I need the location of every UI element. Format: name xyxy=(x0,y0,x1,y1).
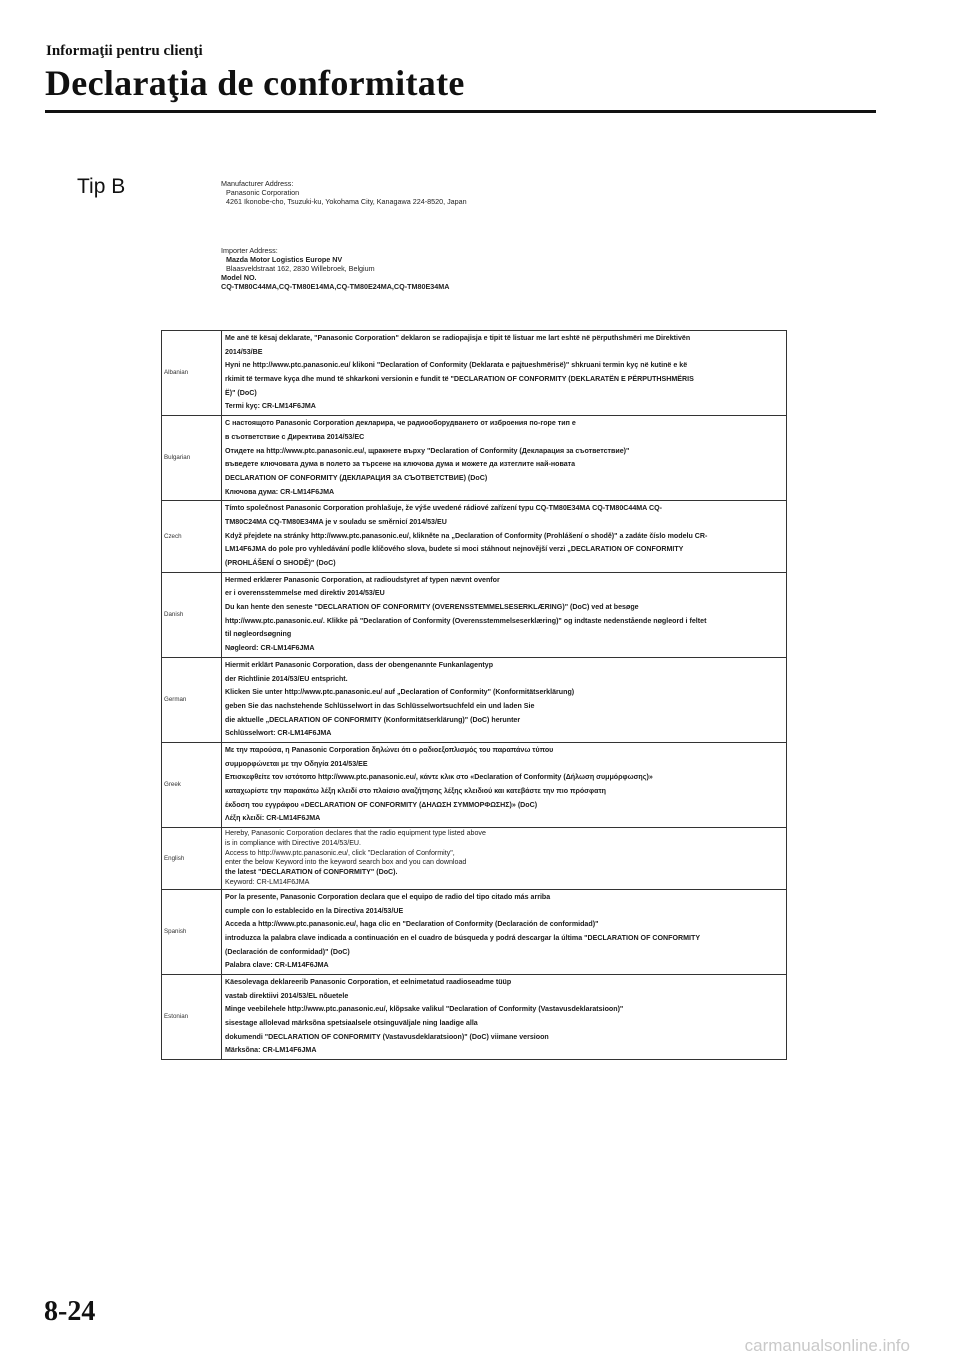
table-row xyxy=(162,974,787,1059)
declaration-line: Palabra clave: CR-LM14F6JMA xyxy=(225,961,329,970)
declaration-line: Du kan hente den seneste "DECLARATION OF CONFORMITY (OVERENSSTEMMELSESERKLÆRING)" (DoC) ved at besøge xyxy=(225,603,639,612)
declaration-line: der Richtlinie 2014/53/EU entspricht. xyxy=(225,674,348,683)
declaration-line: въведете ключовата дума в полето за търсене на ключова дума и можете да изтеглите най-новата xyxy=(225,460,576,469)
table-row xyxy=(162,501,787,572)
declaration-line: Ë)" (DoC) xyxy=(225,388,257,397)
variant-label: Tip B xyxy=(77,175,126,198)
section-heading: Informaţii pentru clienţi xyxy=(46,43,203,59)
declaration-line: sisestage allolevad märksõna spetsiaalsele otsinguväljale ning laadige alla xyxy=(225,1019,478,1028)
declaration-line: Ключова дума: CR-LM14F6JMA xyxy=(225,487,335,496)
declaration-line: vastab direktiivi 2014/53/EL nõuetele xyxy=(225,991,349,1000)
declaration-line: Επισκεφθείτε τον ιστότοπο http://www.ptc.panasonic.eu/, κάντε κλικ στο «Declaration of Conformity (Δήλωση συμμόρφωσης)» xyxy=(225,773,653,782)
language-cell: English xyxy=(162,828,222,890)
declaration-line: LM14F6JMA do pole pro vyhledávání podle klíčového slova, budete si moci stáhnout nejnovější verzi „DECLARATION OF CONFORMITY xyxy=(225,545,684,554)
manufacturer-name: Panasonic Corporation xyxy=(226,188,300,197)
declaration-line: Nøgleord: CR-LM14F6JMA xyxy=(225,644,315,653)
declaration-line: geben Sie das nachstehende Schlüsselwort in das Schlüsselwortsuchfeld ein und laden Sie xyxy=(225,701,535,710)
declaration-text-cell xyxy=(222,974,787,1059)
manufacturer-address-block xyxy=(221,179,467,206)
table-row xyxy=(162,828,787,890)
importer-address: Blaasveldstraat 162, 2830 Willebroek, Belgium xyxy=(226,264,375,273)
declaration-line: TM80C24MA CQ-TM80E34MA je v souladu se směrnicí 2014/53/EU xyxy=(225,517,447,526)
language-cell: Spanish xyxy=(162,889,222,974)
table-row xyxy=(162,572,787,657)
declaration-text-cell xyxy=(222,828,787,890)
model-heading: Model NO. xyxy=(221,273,257,282)
declaration-line: 2014/53/BE xyxy=(225,347,263,356)
language-cell: Greek xyxy=(162,742,222,827)
declaration-line: Με την παρούσα, η Panasonic Corporation δηλώνει ότι ο ραδιοεξοπλισμός του παραπάνω τύπου xyxy=(225,745,554,754)
declaration-line: rkimit të termave kyça dhe mund të shkarkoni versionin e fundit të "DECLARATION OF CONFORMITY (DEKLARATËN E PËRPUTHSHMËRIS xyxy=(225,375,694,384)
declaration-line: έκδοση του εγγράφου «DECLARATION OF CONFORMITY (ΔΗΛΩΣΗ ΣΥΜΜΟΡΦΩΣΗΣ)» (DoC) xyxy=(225,800,538,809)
declaration-line: Tímto společnost Panasonic Corporation prohlašuje, že výše uvedené rádiové zařízení typu CQ-TM80E34MA CQ-TM80C44MA CQ- xyxy=(225,504,663,513)
language-cell: German xyxy=(162,657,222,742)
language-cell: Danish xyxy=(162,572,222,657)
table-row xyxy=(162,331,787,416)
table-row xyxy=(162,889,787,974)
declaration-text-cell xyxy=(222,572,787,657)
declaration-line: Termi kyç: CR-LM14F6JMA xyxy=(225,402,316,411)
declaration-text-cell xyxy=(222,657,787,742)
declaration-line: cumple con lo establecido en la Directiva 2014/53/UE xyxy=(225,906,404,915)
declaration-line: (Declaración de conformidad)" (DoC) xyxy=(225,947,350,956)
declaration-line: Keyword: CR-LM14F6JMA xyxy=(225,878,310,887)
declaration-line: Märksõna: CR-LM14F6JMA xyxy=(225,1046,317,1055)
page-number: 8-24 xyxy=(44,1296,96,1327)
declaration-line: the latest "DECLARATION of CONFORMITY" (DoC). xyxy=(225,868,398,877)
declaration-line: Access to http://www.ptc.panasonic.eu/, click "Declaration of Conformity", xyxy=(225,848,455,857)
table-row xyxy=(162,657,787,742)
declaration-line: til nøgleordsøgning xyxy=(225,630,292,639)
declaration-text-cell xyxy=(222,331,787,416)
declaration-line: καταχωρίστε την παρακάτω λέξη κλειδί στο πλαίσιο αναζήτησης λέξης κλειδιού και κατεβάστε την πιο πρόσφατη xyxy=(225,787,606,795)
declaration-table xyxy=(161,330,787,1060)
table-row xyxy=(162,742,787,827)
declaration-line: Hermed erklærer Panasonic Corporation, at radioudstyret af typen nævnt ovenfor xyxy=(225,575,500,584)
declaration-line: Käesolevaga deklareerib Panasonic Corporation, et eelnimetatud raadioseadme tüüp xyxy=(225,977,512,986)
declaration-text-cell xyxy=(222,416,787,501)
declaration-line: Hyni ne http://www.ptc.panasonic.eu/ klikoni "Declaration of Conformity (Deklarata e pajtueshmërisë)" shkruani termin kyç në kutinë e kë xyxy=(225,361,688,370)
declaration-line: DECLARATION OF CONFORMITY (ДЕКЛАРАЦИЯ ЗА СЪОТВЕТСТВИЕ) (DoC) xyxy=(225,473,488,482)
importer-address-block xyxy=(221,246,449,291)
manufacturer-heading: Manufacturer Address: xyxy=(221,179,294,188)
table-row xyxy=(162,416,787,501)
declaration-text-cell xyxy=(222,889,787,974)
declaration-line: в съответствие с Директива 2014/53/ЕС xyxy=(225,432,365,441)
declaration-line: er i overensstemmelse med direktiv 2014/53/EU xyxy=(225,589,385,598)
importer-heading: Importer Address: xyxy=(221,246,278,255)
declaration-line: is in compliance with Directive 2014/53/EU. xyxy=(225,838,362,847)
model-numbers: CQ-TM80C44MA,CQ-TM80E14MA,CQ-TM80E24MA,CQ-TM80E34MA xyxy=(221,282,450,291)
importer-name: Mazda Motor Logistics Europe NV xyxy=(226,255,343,264)
declaration-text-cell xyxy=(222,501,787,572)
declaration-line: Me anë të kësaj deklarate, "Panasonic Corporation" deklaron se radiopajisja e tipit të listuar me lart eshtë në përputhshmëri me Direktivën xyxy=(225,334,691,342)
declaration-line: Por la presente, Panasonic Corporation declara que el equipo de radio del tipo citado más arriba xyxy=(225,892,551,901)
page-title: Declaraţia de conformitate xyxy=(45,63,465,103)
declaration-line: Schlüsselwort: CR-LM14F6JMA xyxy=(225,729,332,738)
language-cell: Bulgarian xyxy=(162,416,222,501)
declaration-line: Klicken Sie unter http://www.ptc.panasonic.eu/ auf „Declaration of Conformity" (Konformitätserklärung) xyxy=(225,688,575,697)
declaration-line: συμμορφώνεται με την Οδηγία 2014/53/ΕΕ xyxy=(225,759,368,768)
language-cell: Czech xyxy=(162,501,222,572)
declaration-line: enter the below Keyword into the keyword search box and you can download xyxy=(225,858,467,867)
manufacturer-address: 4261 Ikonobe-cho, Tsuzuki-ku, Yokohama City, Kanagawa 224-8520, Japan xyxy=(226,197,467,206)
declaration-line: Отидете на http://www.ptc.panasonic.eu/, щракнете върху "Declaration of Conformity (Декларация за съответствие)" xyxy=(225,446,630,455)
declaration-line: die aktuelle „DECLARATION OF CONFORMITY (Konformitätserklärung)" (DoC) herunter xyxy=(225,715,521,724)
declaration-line: (PROHLÁŠENÍ O SHODĚ)" (DoC) xyxy=(225,559,336,567)
watermark: carmanualsonline.info xyxy=(744,1336,910,1355)
declaration-line: dokumendi "DECLARATION OF CONFORMITY (Vastavusdeklaratsioon)" (DoC) viimane versioon xyxy=(225,1032,549,1041)
declaration-line: Λέξη κλειδί: CR-LM14F6JMA xyxy=(225,814,321,823)
declaration-line: Když přejdete na stránky http://www.ptc.panasonic.eu/, klikněte na „Declaration of Conformity (Prohlášení o shodě)" a zadáte číslo modelu CR- xyxy=(225,531,708,540)
declaration-line: Hereby, Panasonic Corporation declares that the radio equipment type listed above xyxy=(225,829,486,838)
language-cell: Albanian xyxy=(162,331,222,416)
declaration-line: Acceda a http://www.ptc.panasonic.eu/, haga clic en "Declaration of Conformity (Declaración de conformidad)" xyxy=(225,920,599,929)
language-cell: Estonian xyxy=(162,974,222,1059)
declaration-line: С настоящото Panasonic Corporation декларира, че радиооборудването от изброения по-горе тип е xyxy=(225,419,576,428)
declaration-line: http://www.ptc.panasonic.eu/. Klikke på "Declaration of Conformity (Overensstemmelseserklæring)" og indtaste nedenstående nøgleord i feltet xyxy=(225,616,707,625)
declaration-line: Hiermit erklärt Panasonic Corporation, dass der obengenannte Funkanlagentyp xyxy=(225,660,494,669)
declaration-text-cell xyxy=(222,742,787,827)
title-underline-divider xyxy=(45,110,876,113)
declaration-line: introduzca la palabra clave indicada a continuación en el cuadro de búsqueda y podrá descargar la última "DECLARATION OF CONFORMITY xyxy=(225,933,701,942)
declaration-line: Minge veebilehele http://www.ptc.panasonic.eu/, klõpsake valikul "Declaration of Conformity (Vastavusdeklaratsioon)" xyxy=(225,1005,624,1014)
